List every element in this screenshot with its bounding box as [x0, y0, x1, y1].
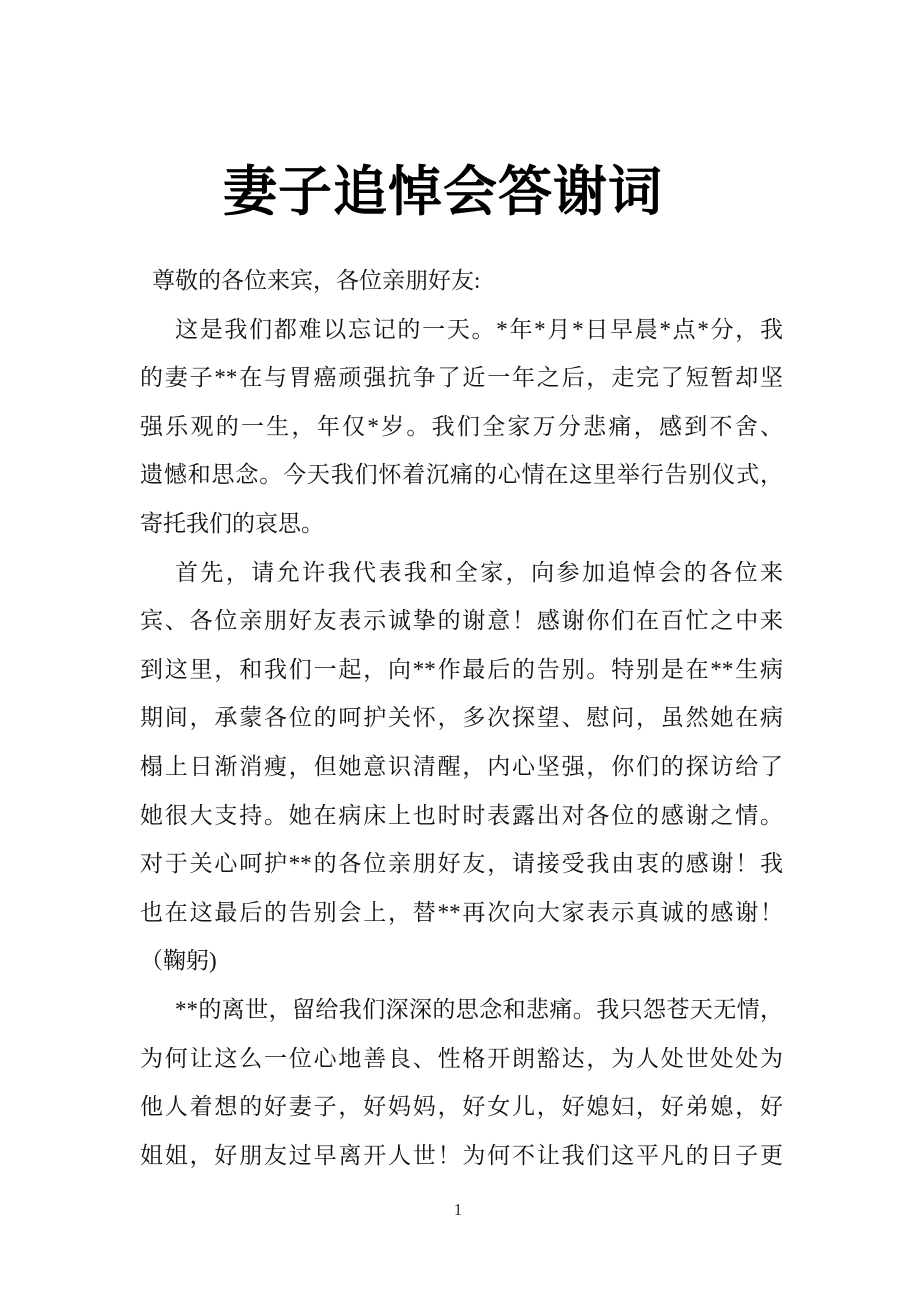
- body-line: 她很大支持。她在病床上也时时表露出对各位的感谢之情。: [140, 802, 783, 828]
- body-line: 宾、各位亲朋好友表示诚挚的谢意！感谢你们在百忙之中来: [140, 608, 783, 634]
- body-line: 的妻子**在与胃癌顽强抗争了近一年之后，走完了短暂却坚: [140, 365, 783, 391]
- body-line: 对于关心呵护**的各位亲朋好友，请接受我由衷的感谢！我: [140, 851, 783, 877]
- document-body: [140, 257, 783, 1180]
- body-line: 也在这最后的告别会上，替**再次向大家表示真诚的感谢！: [140, 899, 783, 925]
- document-title: 妻子追悼会答谢词: [223, 162, 663, 222]
- body-line: 他人着想的好妻子，好妈妈，好女儿，好媳妇，好弟媳，好: [140, 1094, 783, 1120]
- body-line: 强乐观的一生，年仅*岁。我们全家万分悲痛，感到不舍、: [140, 413, 783, 439]
- body-line: 首先，请允许我代表我和全家，向参加追悼会的各位来: [175, 559, 783, 585]
- salutation-line: 尊敬的各位来宾，各位亲朋好友:: [152, 268, 481, 293]
- body-line: 遗憾和思念。今天我们怀着沉痛的心情在这里举行告别仪式，: [140, 462, 783, 488]
- paragraph: [140, 306, 783, 549]
- body-line: **的离世，留给我们深深的思念和悲痛。我只怨苍天无情，: [175, 996, 783, 1022]
- body-line: 寄托我们的哀思。: [140, 510, 324, 536]
- paragraphs-container: [140, 306, 783, 1181]
- body-line: （鞠躬): [140, 948, 217, 974]
- page-number: 1: [453, 1200, 463, 1219]
- body-line: 到这里，和我们一起，向**作最后的告别。特别是在**生病: [140, 656, 783, 682]
- paragraph: [140, 986, 783, 1180]
- paragraph: [140, 549, 783, 986]
- body-line: 这是我们都难以忘记的一天。*年*月*日早晨*点*分，我: [175, 316, 783, 342]
- body-line: 榻上日渐消瘦，但她意识清醒，内心坚强，你们的探访给了: [140, 753, 783, 779]
- body-line: 为何让这么一位心地善良、性格开朗豁达，为人处世处处为: [140, 1045, 783, 1071]
- body-line: 姐姐，好朋友过早离开人世！为何不让我们这平凡的日子更: [140, 1142, 783, 1168]
- body-line: 期间，承蒙各位的呵护关怀，多次探望、慰问，虽然她在病: [140, 705, 783, 731]
